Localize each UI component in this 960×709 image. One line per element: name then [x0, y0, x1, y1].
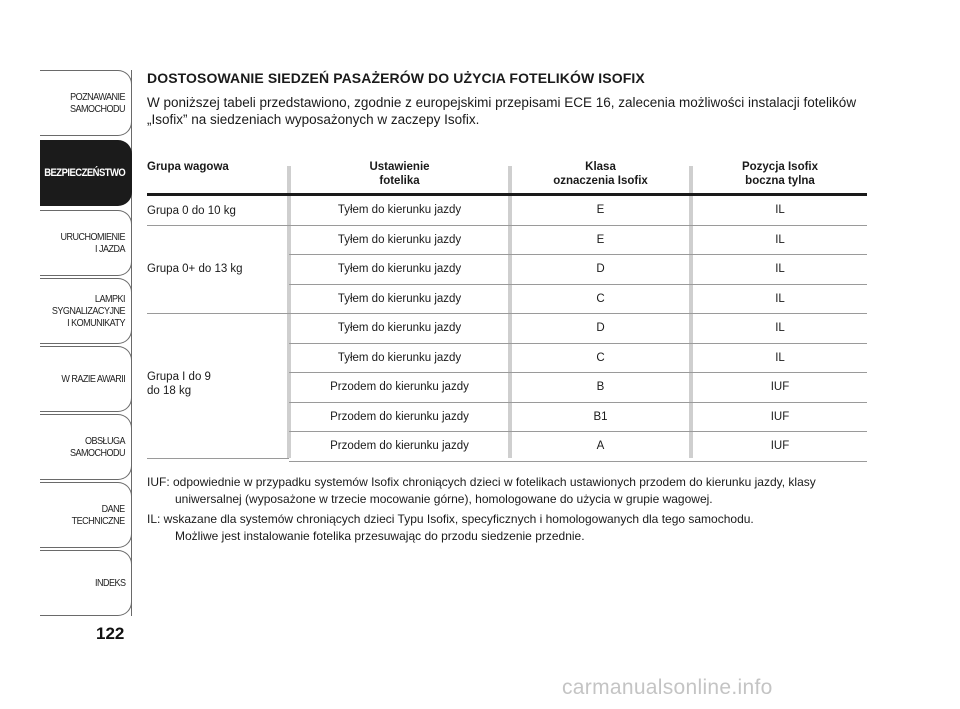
- cell-position: Tyłem do kierunku jazdy: [337, 292, 462, 305]
- cell-side: IL: [775, 204, 785, 216]
- header-class: Klasa oznaczenia Isofix: [553, 161, 648, 187]
- table-row: [289, 285, 867, 315]
- table-row: [289, 373, 867, 403]
- table-row: [289, 226, 867, 256]
- table-row: [289, 196, 867, 226]
- tab-bezpieczenstwo[interactable]: [40, 140, 132, 206]
- cell-side: IL: [775, 322, 785, 334]
- tab-poznawanie-samochodu[interactable]: [40, 70, 132, 136]
- cell-class: C: [596, 351, 605, 364]
- cell-class: D: [596, 322, 605, 334]
- cell-class: D: [596, 263, 605, 275]
- tab-indeks[interactable]: [40, 550, 132, 616]
- cell-class: B1: [593, 410, 608, 423]
- table-row: [289, 314, 867, 344]
- page-title: DOSTOSOWANIE SIEDZEŃ PASAŻERÓW DO UŻYCIA FOTELIKÓW ISOFIX: [147, 70, 645, 86]
- cell-side: IUF: [770, 381, 790, 393]
- cell-class: A: [596, 440, 605, 452]
- cell-side: IUF: [770, 410, 790, 423]
- table-row: [289, 432, 867, 462]
- cell-position: Przodem do kierunku jazdy: [330, 381, 469, 393]
- footnote-text: IL: wskazane dla systemów chroniących dzieci Typu Isofix, specyficznych i homologowanych dla tego samochodu.: [147, 512, 754, 526]
- page-number: 122: [96, 624, 125, 643]
- group-label: Grupa 0+ do 13 kg: [147, 263, 243, 275]
- cell-class: E: [596, 204, 605, 216]
- footnotes: [147, 474, 867, 548]
- tab-label: W RAZIE AWARII: [61, 373, 125, 385]
- cell-position: Tyłem do kierunku jazdy: [337, 351, 462, 364]
- header-group: Grupa wagowa: [147, 161, 229, 173]
- tab-label: URUCHOMIENIE I JAZDA: [60, 231, 125, 255]
- cell-side: IUF: [770, 440, 790, 452]
- tab-label: INDEKS: [94, 577, 125, 589]
- tab-label: DANE TECHNICZNE: [71, 503, 125, 527]
- tab-w-razie-awarii[interactable]: [40, 346, 132, 412]
- footnote-iuf: [147, 474, 867, 508]
- table-row: [289, 344, 867, 374]
- table-row: [289, 255, 867, 285]
- group-label: Grupa I do 9 do 18 kg: [147, 371, 211, 397]
- header-position: Ustawienie fotelika: [369, 161, 430, 187]
- tab-label: OBSŁUGA SAMOCHODU: [69, 435, 125, 459]
- cell-position: Przodem do kierunku jazdy: [330, 410, 469, 423]
- group-label: Grupa 0 do 10 kg: [147, 205, 236, 217]
- footnote-il: [147, 511, 867, 545]
- group-divider: [147, 458, 289, 459]
- cell-position: Przodem do kierunku jazdy: [330, 440, 469, 452]
- intro-text: W poniższej tabeli przedstawiono, zgodnie z europejskimi przepisami ECE 16, zalecenia możliwości instalacji fotelików „Isofix” na siedzeniach wyposażonych w zaczepy Isofix.: [147, 95, 857, 127]
- tab-label: POZNAWANIE SAMOCHODU: [69, 91, 125, 115]
- cell-position: Tyłem do kierunku jazdy: [337, 233, 462, 246]
- cell-class: C: [596, 292, 605, 305]
- tab-label: LAMPKI SYGNALIZACYJNE I KOMUNIKATY: [51, 293, 125, 329]
- cell-position: Tyłem do kierunku jazdy: [337, 204, 462, 216]
- tab-lampki-sygnalizacyjne[interactable]: [40, 278, 132, 344]
- cell-position: Tyłem do kierunku jazdy: [337, 263, 462, 275]
- cell-side: IL: [775, 292, 785, 305]
- group-divider: [147, 313, 289, 314]
- tab-obsluga-samochodu[interactable]: [40, 414, 132, 480]
- footnote-continuation: uniwersalnej (wyposażone w trzecie mocowanie górne), homologowane do użycia w grupie wagowej.: [175, 492, 713, 506]
- cell-class: E: [596, 233, 605, 246]
- cell-side: IL: [775, 263, 785, 275]
- table-row: [289, 403, 867, 433]
- cell-side: IL: [775, 351, 785, 364]
- footnote-text: IUF: odpowiednie w przypadku systemów Isofix chroniących dzieci w fotelikach ustawionych przodem do kierunku jazdy, klasy: [147, 475, 816, 489]
- header-side: Pozycja Isofix boczna tylna: [741, 161, 819, 187]
- watermark: carmanualsonline.info: [562, 676, 773, 699]
- tab-dane-techniczne[interactable]: [40, 482, 132, 548]
- tab-label: BEZPIECZEŃSTWO: [43, 167, 125, 179]
- group-divider: [147, 225, 289, 226]
- cell-class: B: [596, 381, 605, 393]
- row-divider: [289, 461, 867, 462]
- tab-uruchomienie-i-jazda[interactable]: [40, 210, 132, 276]
- footnote-continuation: Możliwe jest instalowanie fotelika przesuwając do przodu siedzenie przednie.: [175, 529, 585, 543]
- cell-position: Tyłem do kierunku jazdy: [337, 322, 462, 334]
- cell-side: IL: [775, 233, 785, 246]
